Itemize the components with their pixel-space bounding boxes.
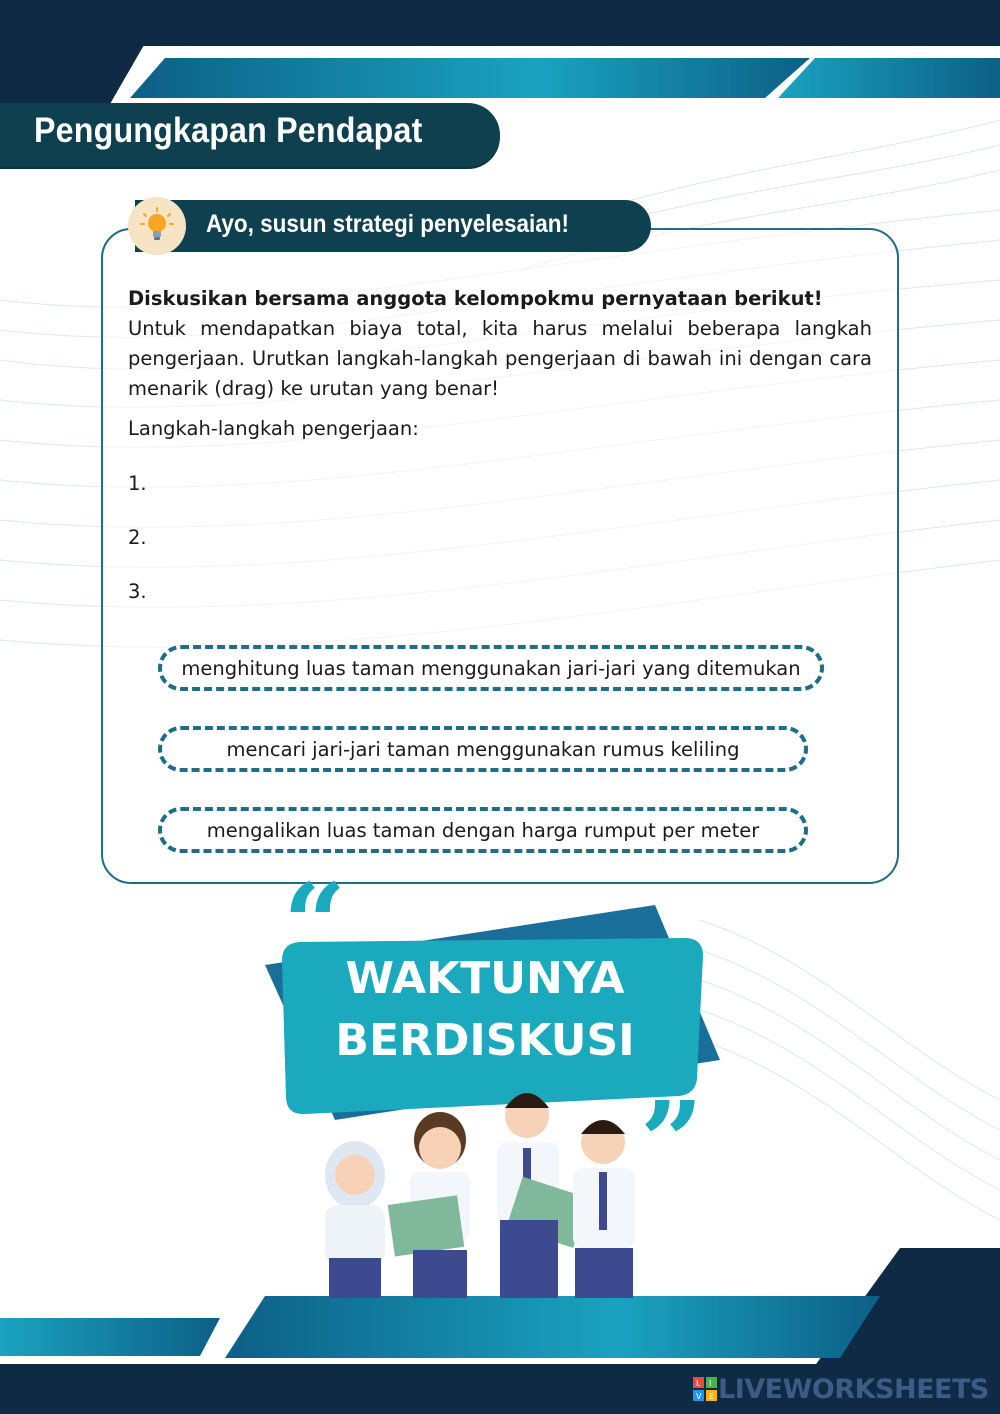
drag-option-2[interactable]: mencari jari-jari taman menggunakan rumus keliling <box>158 726 808 772</box>
svg-text:L: L <box>696 1379 701 1388</box>
instructions-heading: Diskusikan bersama anggota kelompokmu pernyataan berikut! <box>128 287 823 310</box>
step-slot-1[interactable]: 1. <box>128 472 147 495</box>
lightbulb-badge <box>128 197 186 255</box>
banner-line-2: BERDISKUSI <box>335 1015 635 1066</box>
lightbulb-icon <box>128 197 186 255</box>
svg-text:E: E <box>709 1392 715 1401</box>
drag-option-3[interactable]: mengalikan luas taman dengan harga rumput per meter <box>158 807 808 853</box>
close-quote-icon: ” <box>640 1077 704 1206</box>
page-title: Pengungkapan Pendapat <box>34 111 423 150</box>
students-illustration <box>325 1093 635 1298</box>
instructions-body: Untuk mendapatkan biaya total, kita harus melalui beberapa langkah pengerjaan. Urutkan langkah-langkah pengerjaan di bawah ini dengan cara menarik (drag) ke urutan yang benar! <box>128 317 872 400</box>
liveworksheets-logo <box>692 1372 989 1406</box>
steps-label: Langkah-langkah pengerjaan: <box>128 417 419 440</box>
instructions <box>128 284 872 404</box>
svg-text:I: I <box>709 1379 712 1388</box>
watermark-text: LIVEWORKSHEETS <box>718 1373 989 1405</box>
liveworksheets-icon <box>692 1376 718 1402</box>
section-subtitle: Ayo, susun strategi penyelesaian! <box>206 210 570 238</box>
step-slot-2[interactable]: 2. <box>128 526 147 549</box>
banner-title <box>290 948 680 1072</box>
drag-option-1[interactable]: menghitung luas taman menggunakan jari-jari yang ditemukan <box>158 645 824 691</box>
step-slot-3[interactable]: 3. <box>128 580 147 603</box>
banner-line-1: WAKTUNYA <box>345 953 625 1004</box>
svg-text:V: V <box>696 1392 702 1401</box>
discussion-banner <box>255 880 735 1300</box>
open-quote-icon: “ <box>283 880 347 988</box>
